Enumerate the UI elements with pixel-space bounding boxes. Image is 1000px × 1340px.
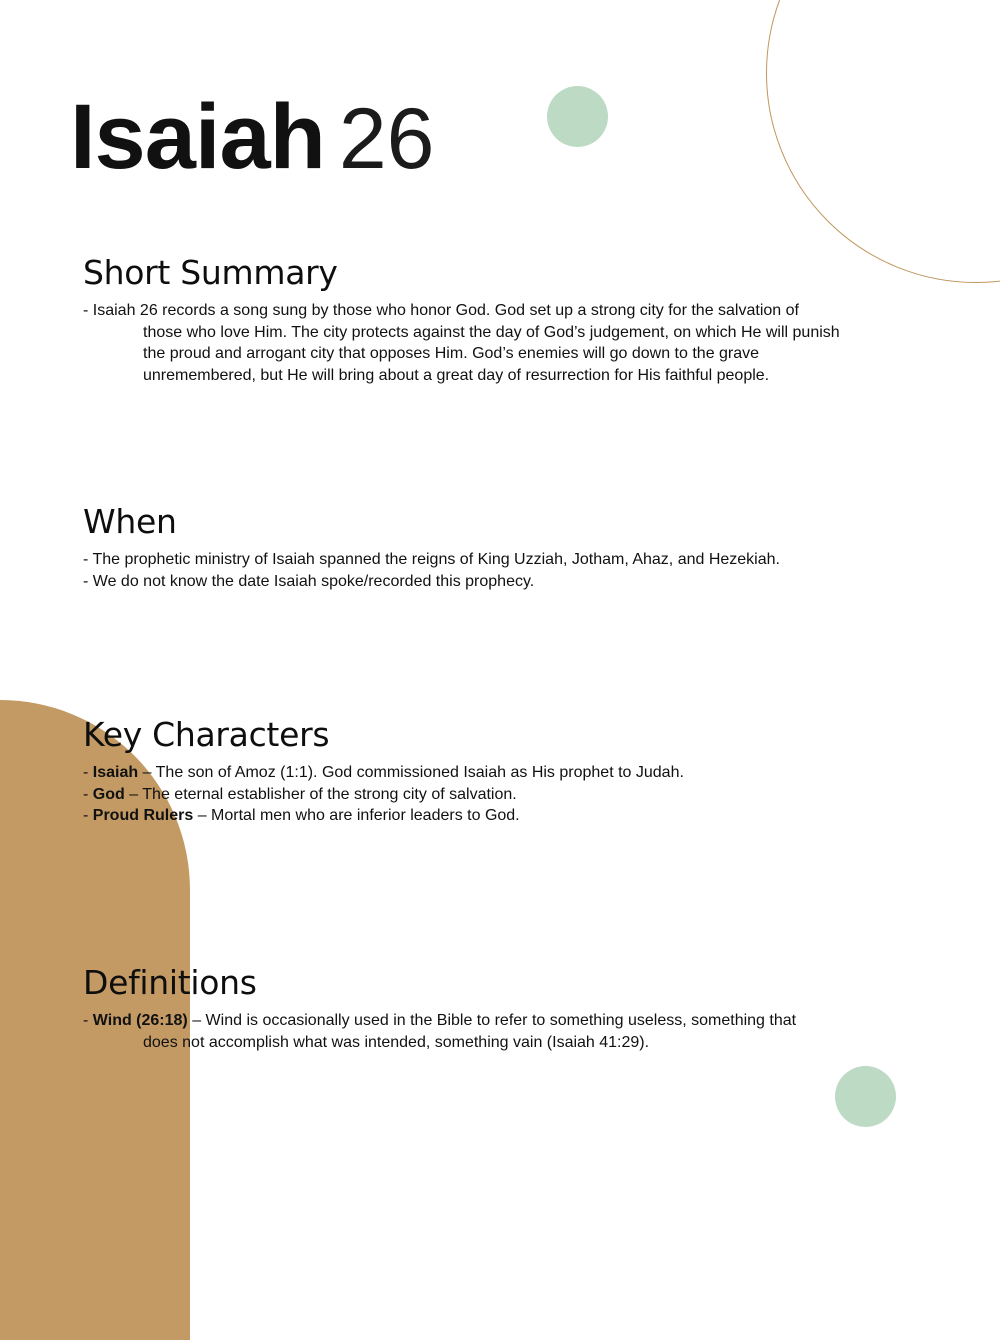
summary-line: unremembered, but He will bring about a great day of resurrection for His faithful people. xyxy=(143,366,770,384)
short-summary-section xyxy=(83,252,933,386)
character-name: God xyxy=(92,785,125,803)
summary-line: those who love Him. The city protects against the day of God’s judgement, on which He will punish xyxy=(143,323,840,341)
definitions-heading: Definitions xyxy=(83,963,257,1002)
title-chapter: 26 xyxy=(338,91,435,187)
key-characters-heading: Key Characters xyxy=(83,715,330,754)
when-item: - The prophetic ministry of Isaiah spanned the reigns of King Uzziah, Jotham, Ahaz, and Hezekiah. xyxy=(83,551,780,568)
short-summary-heading: Short Summary xyxy=(83,253,338,292)
character-description: – The son of Amoz (1:1). God commissioned Isaiah as His prophet to Judah. xyxy=(138,764,684,781)
green-circle-top xyxy=(547,86,608,147)
definition-text: – Wind is occasionally used in the Bible to refer to something useless, something that xyxy=(187,1012,797,1029)
when-section xyxy=(83,501,933,592)
definitions-section xyxy=(83,962,933,1053)
summary-line: - Isaiah 26 records a song sung by those who honor God. God set up a strong city for the salvation of xyxy=(83,302,799,319)
when-item: - We do not know the date Isaiah spoke/recorded this prophecy. xyxy=(83,572,535,590)
character-item: - Isaiah – The son of Amoz (1:1). God commissioned Isaiah as His prophet to Judah. xyxy=(83,764,684,781)
title-book: Isaiah xyxy=(70,86,325,188)
character-item: - Proud Rulers – Mortal men who are inferior leaders to God. xyxy=(83,807,520,824)
character-description: – The eternal establisher of the strong city of salvation. xyxy=(124,785,517,803)
character-description: – Mortal men who are inferior leaders to God. xyxy=(193,807,520,824)
definition-continuation: does not accomplish what was intended, something vain (Isaiah 41:29). xyxy=(143,1033,650,1051)
green-circle-bottom xyxy=(835,1066,896,1127)
key-characters-section xyxy=(83,714,933,827)
character-item: - God – The eternal establisher of the strong city of salvation. xyxy=(83,785,517,803)
definition-item: - Wind (26:18) – Wind is occasionally used in the Bible to refer to something useless, something that xyxy=(83,1012,797,1029)
page-title xyxy=(70,82,435,194)
when-heading: When xyxy=(83,502,177,541)
summary-line: the proud and arrogant city that opposes Him. God’s enemies will go down to the grave xyxy=(143,345,760,362)
definition-term: Wind (26:18) xyxy=(92,1012,188,1029)
key-characters-list xyxy=(83,762,933,827)
when-list xyxy=(83,549,933,592)
character-name: Isaiah xyxy=(92,764,139,781)
short-summary-body xyxy=(83,300,933,386)
character-name: Proud Rulers xyxy=(92,807,194,824)
ring-outline-shape xyxy=(766,0,1000,283)
definitions-list xyxy=(83,1010,933,1053)
